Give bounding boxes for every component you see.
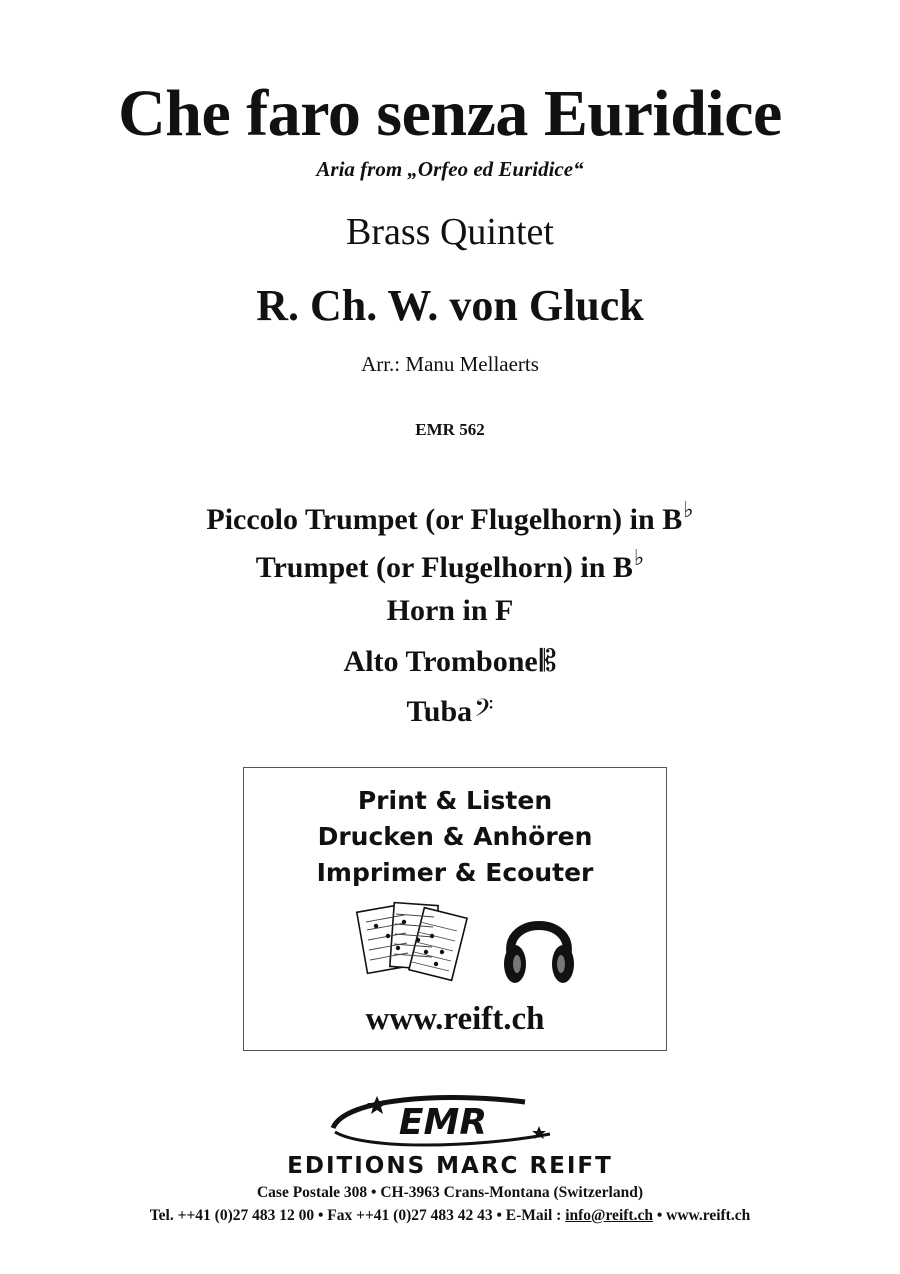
sheet-music-icon [354,900,469,985]
instrument-name: Tuba [406,695,473,728]
promo-line-english: Print & Listen [357,786,553,815]
piece-title: Che faro senza Euridice [118,77,782,150]
instrument-name: Piccolo Trumpet (or Flugelhorn) in B [206,503,683,536]
instrument-line [0,545,900,585]
instrument-name: Alto Trombone [343,645,538,678]
instrument-line [0,695,900,729]
instrument-line [0,594,900,628]
headphones-icon [499,896,579,988]
contact-website[interactable]: • www.reift.ch [652,1207,751,1224]
promo-url[interactable]: www.reift.ch [365,1001,545,1037]
instrument-name: Trumpet (or Flugelhorn) in B [255,551,633,584]
catalog-number: EMR 562 [415,420,485,439]
publisher-address: Case Postale 308 • CH-3963 Crans-Montana (Switzerland) [256,1184,643,1201]
instrument-line [0,645,900,679]
promo-line-german: Drucken & Anhören [317,822,593,851]
alto-clef-icon: 𝄡 [539,645,557,678]
logo-text: EMR [398,1102,488,1143]
piece-subtitle: Aria from „Orfeo ed Euridice“ [316,157,584,181]
flat-sign-icon: ♭ [633,545,645,570]
print-listen-box [243,767,667,1051]
arranger-credit: Arr.: Manu Mellaerts [361,352,539,376]
email-link[interactable]: info@reift.ch [565,1207,653,1224]
composer-name: R. Ch. W. von Gluck [256,281,644,330]
promo-line-french: Imprimer & Ecouter [316,858,594,887]
publisher-contact [0,1207,900,1225]
instrument-line [0,497,900,537]
bass-clef-icon: 𝄢 [474,695,494,728]
ensemble-label: Brass Quintet [346,211,554,253]
instrument-name: Horn in F [386,594,514,627]
contact-phone-fax: Tel. ++41 (0)27 483 12 00 • Fax ++41 (0)27 483 42 43 • E-Mail : [149,1207,566,1224]
emr-logo [325,1090,565,1152]
flat-sign-icon: ♭ [683,497,694,522]
publisher-name: EDITIONS MARC REIFT [287,1153,613,1179]
